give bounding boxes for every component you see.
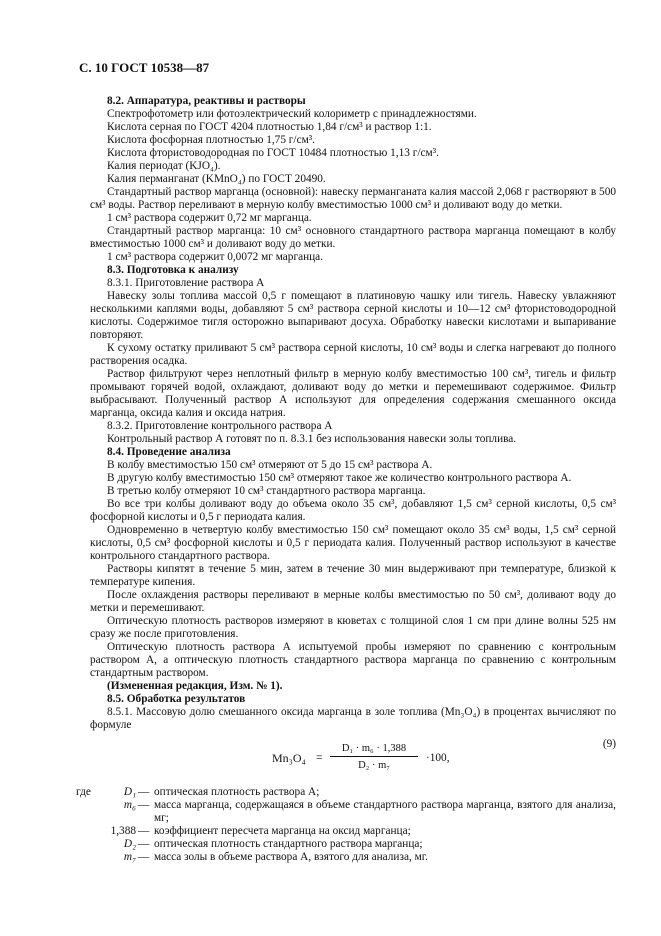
section-8-3-title: 8.3. Подготовка к анализу <box>107 264 239 276</box>
definition-symbol: D₂ <box>123 838 136 850</box>
fraction-bar <box>330 756 418 757</box>
s82-line-3: Кислота фосфорная плотностью 1,75 г/см³. <box>107 134 315 146</box>
s84-paragraph-8: Оптическую плотность растворов измеряют в кюветах с толщиной слоя 1 см при длине волны 525 нм сразу же после приготовления. <box>90 615 616 640</box>
s84-paragraph-9: Оптическую плотность раствора А испытуемой пробы измеряют по сравнению с контрольным раствором А, а оптическую плотность стандартного раствора марганца по сравнению с контрольным стандартным раствором. <box>90 641 616 679</box>
formula-lhs: Mn₃O₄ <box>272 751 306 765</box>
formula-numerator: D₁ · m₆ · 1,388 <box>341 743 407 754</box>
definition-dash: — <box>138 799 150 811</box>
section-8-3-2-title: 8.3.2. Приготовление контрольного раствора А <box>107 420 333 432</box>
s82-paragraph-2: 1 см³ раствора содержит 0,72 мг марганца. <box>107 212 312 224</box>
s84-paragraph-6: Растворы кипятят в течение 5 мин, затем в течение 30 мин выдерживают при температуре, близкой к температуре кипения. <box>90 563 616 588</box>
definition-item <box>90 838 616 851</box>
s832-paragraph-1: Контрольный раствор А готовят по п. 8.3.1 без использования навески золы топлива. <box>107 433 517 445</box>
s84-paragraph-7: После охлаждения растворы переливают в мерные колбы вместимостью по 50 см³, доливают воду до метки и перемешивают. <box>90 589 616 614</box>
formula-denominator: D₂ · m₇ <box>358 760 390 771</box>
definition-symbol: D₁ <box>123 786 136 798</box>
s82-line-4: Кислота фтористоводородная по ГОСТ 10484 плотностью 1,13 г/см³. <box>107 147 439 159</box>
definition-symbol: 1,388 <box>110 825 136 837</box>
s831-paragraph-3: Раствор фильтруют через неплотный фильтр в мерную колбу вместимостью 100 см³, тигель и фильтр промывают горячей водой, охлаждают, доливают воду до метки и перемешивают содержимое. Фильтр выбрасывают. Полученный раствор А используют для определения содержания смешанного оксида марганца, оксида калия и оксида натрия. <box>90 368 616 419</box>
definition-item <box>90 825 616 838</box>
edition-note: (Измененная редакция, Изм. № 1). <box>107 680 283 692</box>
s82-line-2: Кислота серная по ГОСТ 4204 плотностью 1,84 г/см³ и раствор 1:1. <box>107 121 432 133</box>
s82-line-5: Калия периодат (KJO₄). <box>107 160 221 172</box>
formula-equals: = <box>316 752 323 764</box>
definition-text: масса золы в объеме раствора А, взятого для анализа, мг. <box>154 851 428 863</box>
page-header: С. 10 ГОСТ 10538—87 <box>79 60 210 75</box>
formula-fraction <box>330 742 418 772</box>
s84-paragraph-3: В третью колбу отмеряют 10 см³ стандартного раствора марганца. <box>107 485 426 497</box>
definition-symbol: m₆ <box>123 799 136 811</box>
definition-item <box>76 786 616 799</box>
definition-dash: — <box>138 838 150 850</box>
definition-dash: — <box>138 825 150 837</box>
formula-multiplier: ·100, <box>426 752 450 764</box>
definition-text: коэффициент пересчета марганца на оксид марганца; <box>154 825 411 837</box>
s84-paragraph-2: В другую колбу вместимостью 150 см³ отмеряют такое же количество контрольного раствора А. <box>107 472 572 484</box>
s84-paragraph-4: Во все три колбы доливают воду до объема около 35 см³, добавляют 1,5 см³ серной кислоты, 0,5 см³ фосфорной кислоты и 0,5 г периодата калия. <box>90 498 616 523</box>
section-8-4-title: 8.4. Проведение анализа <box>107 446 231 458</box>
definition-dash: — <box>138 851 150 863</box>
s84-paragraph-1: В колбу вместимостью 150 см³ отмеряют от 5 до 15 см³ раствора А. <box>107 459 433 471</box>
s82-paragraph-1: Стандартный раствор марганца (основной): навеску перманганата калия массой 2,068 г растворяют в 500 см³ воды. Раствор переливают в мерную колбу вместимостью 1000 см³ и доливают воду до метки. <box>90 186 616 211</box>
definition-dash: — <box>138 786 150 798</box>
s851-paragraph-1: 8.5.1. Массовую долю смешанного оксида марганца в золе топлива (Mn₃O₄) в процентах вычисляют по формуле <box>90 706 616 731</box>
formula-number: (9) <box>602 738 616 750</box>
section-8-5-title: 8.5. Обработка результатов <box>107 693 246 705</box>
s82-line-1: Спектрофотометр или фотоэлектрический колориметр с принадлежностями. <box>107 108 477 120</box>
definition-text: оптическая плотность стандартного раствора марганца; <box>154 838 423 850</box>
definitions-list <box>76 786 616 864</box>
definition-item <box>90 799 616 825</box>
s82-line-6: Калия перманганат (KMnO₄) по ГОСТ 20490. <box>107 173 326 185</box>
s82-paragraph-3: Стандартный раствор марганца: 10 см³ основного стандартного раствора марганца помещают в колбу вместимостью 1000 см³ и доливают воду до метки. <box>90 225 616 250</box>
s82-paragraph-4: 1 см³ раствора содержит 0,0072 мг марганца. <box>107 251 324 263</box>
s831-paragraph-2: К сухому остатку приливают 5 см³ раствора серной кислоты, 10 см³ воды и слегка нагревают до полного растворения осадка. <box>90 342 616 367</box>
s84-paragraph-5: Одновременно в четвертую колбу вместимостью 150 см³ помещают около 35 см³ воды, 1,5 см³ серной кислоты, 0,5 см³ фосфорной кислоты и 0,5 г периодата калия. Полученный раствор используют в качестве контрольного стандартного раствора. <box>90 524 616 562</box>
section-8-3-1-title: 8.3.1. Приготовление раствора А <box>107 277 265 289</box>
page-content <box>76 95 616 864</box>
formula-9 <box>90 736 616 780</box>
definition-symbol: m₇ <box>123 851 136 863</box>
section-8-2-title: 8.2. Аппаратура, реактивы и растворы <box>107 95 306 107</box>
definition-text: оптическая плотность раствора А; <box>154 786 320 798</box>
definition-text: масса марганца, содержащаяся в объеме стандартного раствора марганца, взятого для анализа, мг; <box>154 799 616 824</box>
where-label: где <box>76 786 91 798</box>
definition-item <box>90 851 616 864</box>
s831-paragraph-1: Навеску золы топлива массой 0,5 г помещают в платиновую чашку или тигель. Навеску увлажняют несколькими каплями воды, добавляют 5 см³ раствора серной кислоты и 10—12 см³ фтористоводородной кислоты. Содержимое тигля осторожно выпаривают досуха. Обработку навески кислотами и выпаривание повторяют. <box>90 290 616 341</box>
